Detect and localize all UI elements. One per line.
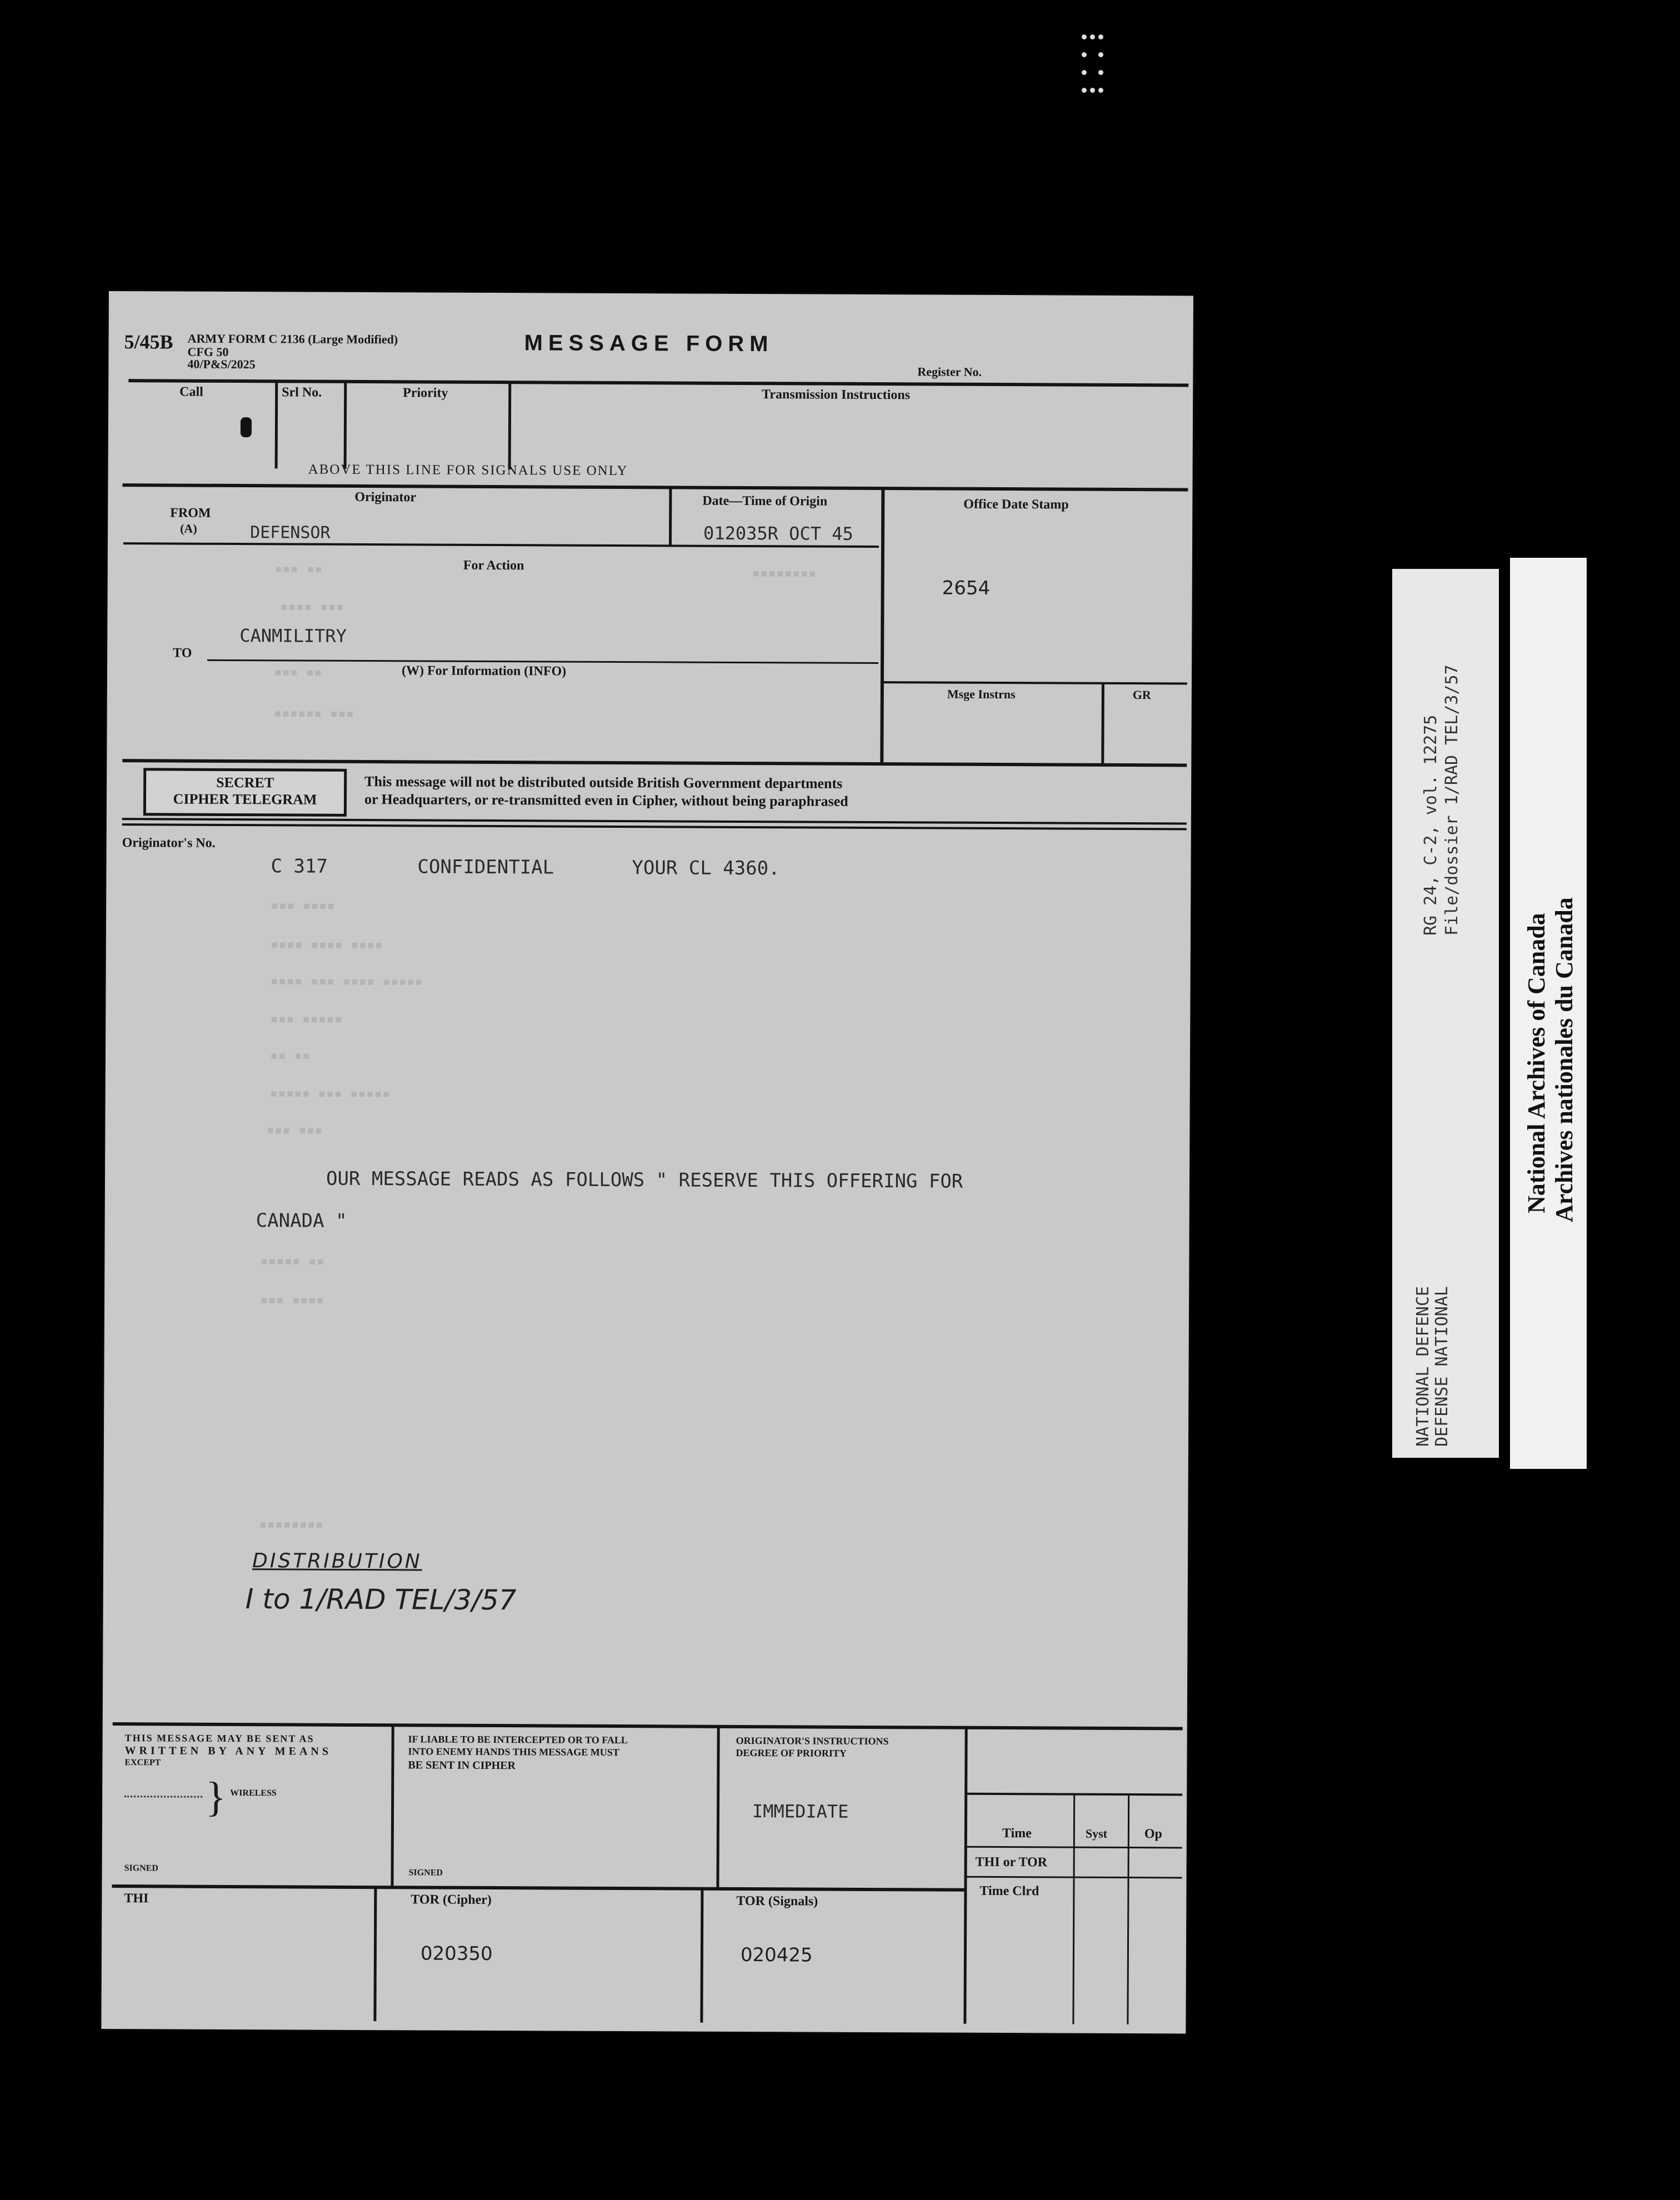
footer-lower-div-1 [373, 1888, 377, 2021]
stamp-rule [881, 681, 1187, 684]
op-label: Op [1144, 1827, 1162, 1842]
signals-rule [122, 483, 1188, 491]
secret-label: SECRET [216, 774, 274, 791]
archive-reference-strip [1392, 569, 1499, 1458]
originators-no: C 317 [271, 855, 328, 878]
archive-ref-line-1: RG 24, C-2, vol. 12275 [1421, 714, 1441, 936]
message-reference: YOUR CL 4360. [632, 857, 780, 880]
bleed-through-text: ▪▪▪▪ ▪▪▪ [279, 598, 344, 614]
date-divider [669, 488, 672, 546]
wireless-brace: } [205, 1773, 226, 1821]
wireless-dotted-line [124, 1796, 202, 1798]
bleed-through-text: ▪▪▪ ▪▪▪▪ [260, 1292, 324, 1308]
bleed-through-text: ▪▪▪▪▪ ▪▪ [260, 1253, 325, 1269]
thi-tor-label: THI or TOR [975, 1854, 1048, 1870]
from-sub: (A) [180, 521, 197, 536]
cipher-note-1: IF LIABLE TO BE INTERCEPTED OR TO FALL [408, 1733, 628, 1746]
time-label: Time [1002, 1826, 1032, 1841]
originators-no-label: Originator's No. [122, 836, 216, 851]
call-divider [275, 381, 278, 468]
gr-label: GR [1132, 688, 1151, 702]
to-label: TO [173, 646, 192, 661]
footer-divider-1 [391, 1726, 394, 1887]
bleed-through-text: ▪▪▪ ▪▪▪▪ [271, 897, 335, 913]
message-form [101, 291, 1193, 2033]
priority-label: Priority [403, 386, 448, 401]
transmission-label: Transmission Instructions [762, 387, 911, 403]
tor-signals-label: TOR (Signals) [736, 1893, 818, 1909]
notice-line-2: or Headquarters, or re-transmitted even in Cipher, without being paraphrased [364, 791, 848, 809]
bleed-through-text: ▪▪▪ ▪▪▪ [266, 1122, 323, 1138]
form-name: ARMY FORM C 2136 (Large Modified) [187, 331, 398, 347]
footer-divider-2 [716, 1727, 719, 1888]
originator-instructions-1: ORIGINATOR'S INSTRUCTIONS [736, 1734, 889, 1747]
time-clrd-label: Time Clrd [979, 1883, 1039, 1899]
bleed-through-text: ▪▪▪▪ ▪▪▪▪ ▪▪▪▪ [270, 936, 383, 953]
form-code: 5/45B [124, 331, 173, 353]
signals-note: ABOVE THIS LINE FOR SIGNALS USE ONLY [308, 462, 628, 479]
routing-rule [122, 759, 1187, 767]
may-be-sent-1: THIS MESSAGE MAY BE SENT AS [124, 1732, 314, 1744]
message-body-line-1: OUR MESSAGE READS AS FOLLOWS " RESERVE THIS OFFERING FOR [326, 1167, 963, 1193]
syst-label: Syst [1085, 1826, 1108, 1841]
time-grid-div-1 [1072, 1794, 1075, 2024]
archive-ref-line-2: File/dossier 1/RAD TEL/3/57 [1442, 664, 1462, 936]
srl-label: Srl No. [282, 385, 322, 400]
info-label: (W) For Information (INFO) [401, 663, 567, 679]
message-classification: CONFIDENTIAL [417, 856, 554, 879]
office-stamp-label: Office Date Stamp [963, 497, 1069, 512]
call-mark [241, 417, 252, 437]
bleed-through-text: ▪▪▪ ▪▪ [274, 561, 323, 577]
from-label: FROM [170, 506, 211, 521]
originator-label: Originator [354, 489, 417, 505]
footer-top-rule [113, 1722, 1183, 1730]
cipher-telegram-label: CIPHER TELEGRAM [173, 791, 317, 808]
distribution-heading: DISTRIBUTION [252, 1549, 422, 1573]
frame-marker [1080, 32, 1130, 96]
office-stamp-value: 2654 [942, 577, 991, 599]
signed-label-2: SIGNED [408, 1868, 443, 1878]
classification-rule-2 [122, 823, 1187, 830]
register-no-label: Register No. [917, 364, 982, 379]
bleed-through-text: ▪▪▪▪▪▪▪▪ [752, 565, 817, 581]
form-sub-2: 40/P&S/2025 [187, 357, 256, 372]
originator-instructions-2: DEGREE OF PRIORITY [736, 1747, 847, 1759]
may-be-sent-3: EXCEPT [124, 1758, 161, 1768]
distribution-line: I to 1/RAD TEL/3/57 [245, 1583, 517, 1617]
form-sub-1: CFG 50 [187, 344, 229, 359]
stamp-left-border [880, 489, 884, 763]
archive-dept-line-1: NATIONAL DEFENCE [1413, 1286, 1433, 1447]
msge-instrns-label: Msge Instrns [947, 687, 1016, 702]
archives-label-en: National Archives of Canada [1523, 913, 1550, 1213]
gr-divider [1101, 684, 1104, 764]
to-value: CANMILITRY [239, 625, 347, 647]
date-time-value: 012035R OCT 45 [703, 522, 853, 544]
footer-mid-rule [112, 1884, 965, 1892]
priority-divider [508, 382, 512, 469]
bleed-through-text: ▪▪▪▪▪▪ ▪▪▪ [273, 705, 354, 721]
thi-label: THI [124, 1891, 149, 1906]
srl-divider [344, 381, 347, 469]
bleed-through-text: ▪▪▪ ▪▪▪▪▪ [270, 1011, 343, 1027]
wireless-label: WIRELESS [230, 1788, 277, 1798]
archives-label-fr: Archives nationales du Canada [1551, 897, 1578, 1222]
footer-lower-div-2 [700, 1889, 703, 2023]
date-time-label: Date—Time of Origin [702, 493, 828, 509]
for-action-label: For Action [463, 558, 524, 573]
priority-value: IMMEDIATE [752, 1801, 849, 1822]
signed-label-1: SIGNED [124, 1863, 159, 1873]
originator-value: DEFENSOR [250, 523, 331, 543]
may-be-sent-2: WRITTEN BY ANY MEANS [124, 1744, 332, 1758]
bleed-through-text: ▪▪▪▪▪▪▪▪ [259, 1516, 323, 1532]
tor-cipher-value: 020350 [420, 1942, 493, 1966]
archives-canada-strip [1510, 558, 1587, 1469]
message-body-line-2: CANADA " [256, 1209, 347, 1232]
time-grid-div-2 [1127, 1794, 1129, 2024]
call-label: Call [179, 384, 203, 399]
secret-cipher-box [143, 768, 347, 817]
bleed-through-text: ▪▪▪ ▪▪ [273, 664, 322, 680]
to-rule [207, 659, 878, 664]
archive-dept-line-2: DEFENSE NATIONAL [1432, 1286, 1452, 1447]
bleed-through-text: ▪▪▪▪▪ ▪▪▪ ▪▪▪▪▪ [269, 1085, 391, 1102]
form-title: MESSAGE FORM [524, 331, 774, 357]
tor-signals-value: 020425 [740, 1943, 813, 1967]
cipher-note-3: BE SENT IN CIPHER [408, 1759, 516, 1772]
notice-line-1: This message will not be distributed outside British Government departments [364, 773, 843, 792]
bleed-through-text: ▪▪ ▪▪ [269, 1047, 311, 1063]
cipher-note-2: INTO ENEMY HANDS THIS MESSAGE MUST [408, 1746, 619, 1758]
bleed-through-text: ▪▪▪▪ ▪▪▪ ▪▪▪▪ ▪▪▪▪▪ [270, 973, 423, 989]
tor-cipher-label: TOR (Cipher) [411, 1892, 492, 1908]
